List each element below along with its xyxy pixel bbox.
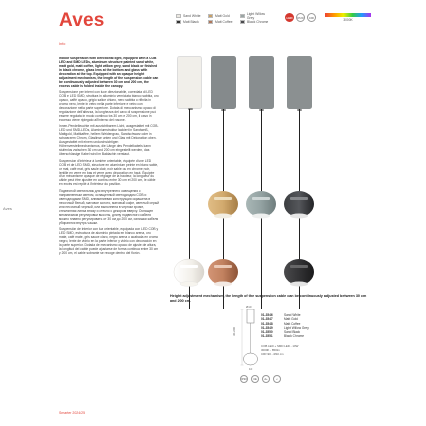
lamp-shades bbox=[166, 56, 366, 296]
description-column bbox=[59, 57, 159, 417]
swatch-chip bbox=[240, 20, 245, 23]
spec-note-line: 3000K - 850lm bbox=[261, 348, 280, 352]
spec-note-line: COB LED + SMD LED - 10W bbox=[261, 344, 299, 348]
swatch-chip bbox=[208, 14, 213, 17]
lamp-sand-black bbox=[284, 259, 314, 287]
spec-code: 01-3546 bbox=[261, 313, 273, 317]
swatch-label: Sand White bbox=[183, 14, 201, 18]
side-mark: Aves bbox=[3, 206, 12, 211]
spec-row bbox=[261, 334, 309, 338]
swatch-label: Black Chrome bbox=[247, 20, 269, 24]
spec-code: 01-3549 bbox=[261, 325, 273, 330]
spec-code: 01-3548 bbox=[261, 321, 273, 326]
lamp-sand-white bbox=[174, 259, 204, 287]
finish-swatches bbox=[176, 14, 272, 24]
footer-brand: Smarter 2024/25 bbox=[59, 411, 86, 415]
swatch-label: Matt Coffee bbox=[215, 20, 233, 24]
spec-finish: Sand White bbox=[284, 313, 301, 317]
swatch-sand-white bbox=[176, 14, 208, 18]
dimension-drawing bbox=[239, 309, 263, 373]
swatch-label: Matt Gold bbox=[215, 14, 230, 18]
spec-finish: Matt Gold bbox=[284, 317, 298, 322]
swatch-chip bbox=[240, 14, 245, 17]
ce-mark-icon: CE bbox=[251, 375, 259, 383]
product-caption: Height adjustment mechanism, the length of the suspension cable can be continuously adjusted between 30 cm and 200 cm. bbox=[170, 294, 367, 303]
spec-code: 01-3547 bbox=[261, 317, 273, 322]
swatch-matt-coffee bbox=[208, 20, 240, 24]
swatch-label: Matt Black bbox=[183, 20, 199, 24]
swatch-label: Light Willow Grey bbox=[246, 12, 265, 20]
spec-finish: Matt Coffee bbox=[284, 321, 301, 326]
cri-badge: CRI bbox=[307, 13, 316, 22]
ip-rating-icon: IP20 bbox=[240, 375, 248, 383]
spec-finish: Black Chrome bbox=[284, 334, 305, 339]
spec-finish: Sand Black bbox=[284, 330, 301, 335]
spec-table bbox=[261, 313, 309, 339]
cert-badges bbox=[285, 13, 316, 22]
dim-height: 30-200 bbox=[232, 326, 236, 336]
spectrum-bar bbox=[325, 13, 371, 17]
swatch-chip bbox=[176, 14, 181, 17]
page-subtitle: Info bbox=[59, 42, 66, 46]
energy-class-icon: A+ bbox=[262, 375, 270, 383]
lamp-light-willow-grey bbox=[246, 191, 276, 219]
swatch-chip bbox=[208, 20, 213, 23]
page-title: Aves bbox=[59, 10, 105, 31]
dim-body: 10 bbox=[249, 367, 253, 371]
spec-symbols bbox=[240, 375, 281, 383]
led-badge: LED bbox=[285, 13, 294, 22]
swatch-matt-gold bbox=[208, 14, 240, 18]
description-es: Suspensión de interior con luz orientable, equipada con LED COB y LED SMD, estructura de aluminio pintada en blanco arena, oro mate, café mate, gris sauce claro, negro arena o acabada en cromo negro, lente de vidrio en la parte inferior y vidrio con decoración en la parte superior. Dotada de mecanismo opaco de ajuste de altura, la longitud del cable puede ajustarse de forma continua entre 30 cm y 200 cm, el cable sobrante se recoge dentro del florón. bbox=[59, 227, 159, 255]
spec-note bbox=[261, 344, 298, 356]
lamp-matt-gold bbox=[208, 191, 238, 219]
spec-note-line: CRI>90 - Ø10 cm bbox=[261, 352, 284, 356]
color-temperature-label: 3000K bbox=[343, 18, 353, 22]
description-fr: Suspension d'intérieur à lumière orientable, équipée d'une LED COB et de LED SMD, structure en aluminium peinte en blanc sable, or mat, café mat, gris saule clair, noir sable ou en chrome noir, lentille en verre en bas et verre avec décoration en haut. Équipée d'un mécanisme opaque de réglage de la hauteur, la longueur du câble peut être ajustée en continu entre 30 cm et 200 cm, le câble en excès est replié à l'intérieur du pavillon. bbox=[59, 158, 159, 187]
swatch-chip bbox=[176, 20, 181, 23]
spec-code: 01-3550 bbox=[261, 330, 273, 335]
color-temperature-bar bbox=[325, 13, 371, 24]
description-de: Innen-Pendelleuchte mit ausrichtbarem Licht, ausgestattet mit COB-LED und SMD-LEDs, Aluminiumstruktur lackiert in Sandweiß, Mattgold, Mattkaffee, hellem Weidengrau, Sandschwarz oder in schwarzem Chrom, Glaslinse unten und Glas mit Dekoration oben. Ausgestattet mit einem undurchsichtigen Höhenverstellmechanismus, die Länge des Pendelkabels kann stufenlos zwischen 30 cm und 200 cm eingestellt werden, das überschüssige Kabel wird im Baldachin verstaut. bbox=[59, 124, 159, 157]
swatch-black-chrome bbox=[240, 20, 272, 24]
description-ru: Подвесной светильник для внутреннего освещения с направленным светом, оснащенный светодиодом COB и светодиодами SMD, алюминиевая конструкция окрашена в песочный белый, матовое золото, матовый кофе, светлый серый или песочный черный, или выполнена в черном хроме, стеклянная линза внизу и стекло с декором вверху. Оснащен механизмом регулировки высоты, длину подвесного кабеля можно плавно регулировать от 30 см до 200 см, излишки кабеля убираются внутрь чашки. bbox=[59, 188, 159, 225]
dim-top: Ø10 bbox=[246, 305, 252, 309]
swatch-matt-black bbox=[176, 20, 208, 24]
ip-badge: IP20 bbox=[296, 13, 305, 22]
spec-finish: Light Willow Grey bbox=[284, 325, 309, 330]
dimmable-icon: ◐ bbox=[273, 375, 281, 383]
lamp-black-chrome bbox=[284, 191, 314, 219]
lamp-matt-coffee bbox=[208, 259, 238, 287]
spec-code: 01-3551 bbox=[261, 334, 273, 339]
description-it: Sospensione per interni con luce direzionabile, corredata di LED COB e LED SMD, struttura in alluminio verniciata bianco sabbia, oro opaco, caffè opaco, grigio salice chiaro, nero sabbia o rifinita in cromo nero, lente in vetro nella parte inferiore e vetro con decorazione nella parte superiore. Dotata di meccanismo opaco di regolazione dell'altezza, la lunghezza del cavo di sospensione può essere regolata in modo continuo tra 30 cm e 200 cm, il cavo in eccesso viene ripiegato all'interno del rosone. bbox=[59, 90, 159, 122]
swatch-light-willow-grey bbox=[240, 14, 272, 18]
product-lamps bbox=[166, 56, 366, 294]
description-en: Indoor suspension with directional light, equipped with a COB LED and SMD LEDs, aluminum structure painted sand white, matt gold, matt coffee, light willow grey, sand black or finished in black chrome, glass lens at the bottom and glass with decoration at the top. Equipped with an opaque height adjustment mechanism, the length of the suspension cable can be continuously adjusted between 30 cm and 200 cm, the excess cable is folded inside the canopy. bbox=[59, 57, 159, 88]
